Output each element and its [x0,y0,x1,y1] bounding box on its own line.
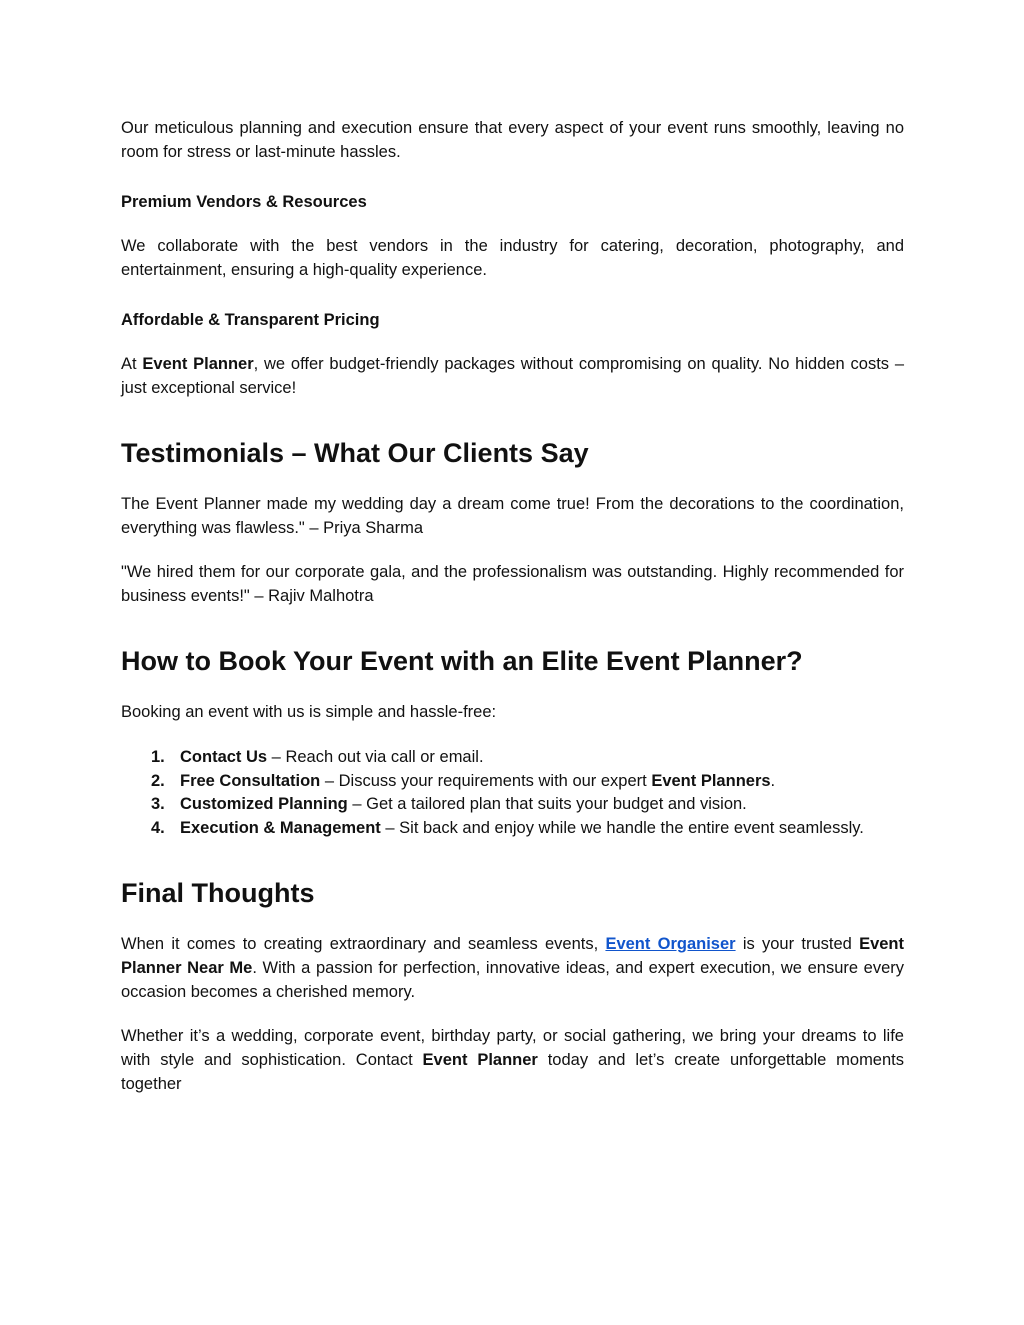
final-p2-a: Whether it’s a wedding, corporate event, birthday party, or social gathering, we bring your dreams to life with style and sophistication. Contact [121,1027,904,1069]
step-title: Execution & Management [180,818,381,837]
vendors-paragraph: We collaborate with the best vendors in the industry for catering, decoration, photography, and entertainment, ensuring a high-quality experience. [121,237,904,279]
step-title: Contact Us [180,748,268,766]
final-p1-bold: Event Planner Near Me [121,935,904,977]
booking-steps-list [121,746,904,840]
vendors-heading: Premium Vendors & Resources [121,193,367,211]
booking-step [121,770,904,794]
pricing-heading: Affordable & Transparent Pricing [121,311,380,329]
booking-intro: Booking an event with us is simple and hassle-free: [121,703,497,721]
step-text: – Discuss your requirements with our expert [320,771,652,790]
event-organiser-link[interactable]: Event Organiser [605,935,736,953]
final-paragraph-1 [121,932,904,1004]
step-number: 3. [151,795,165,813]
step-tail: . [770,771,776,790]
final-heading: Final Thoughts [121,878,315,908]
testimonial-quote-1: The Event Planner made my wedding day a dream come true! From the decorations to the coordination, everything was flawless." – Priya Sharma [121,495,904,537]
step-text: – Get a tailored plan that suits your budget and vision. [347,795,747,813]
pricing-prefix: At [121,355,143,373]
final-p2-bold: Event Planner [422,1051,538,1069]
pricing-brand: Event Planner [142,355,254,373]
step-text: – Reach out via call or email. [267,748,484,766]
pricing-suffix: , we offer budget-friendly packages without compromising on quality. No hidden costs – just exceptional service! [121,355,904,397]
final-paragraph-2 [121,1024,904,1096]
final-p1-b: is your trusted [735,935,860,953]
final-p2-b: today and let’s create unforgettable moments together [121,1051,904,1093]
step-number: 4. [151,818,165,837]
document-page [121,116,904,1096]
step-number: 2. [151,771,165,790]
testimonials-heading: Testimonials – What Our Clients Say [121,438,589,468]
step-title: Free Consultation [180,771,321,790]
booking-step [121,746,904,770]
step-extra-bold: Event Planners [651,771,771,790]
step-text: – Sit back and enjoy while we handle the entire event seamlessly. [380,818,864,837]
final-p1-c: . With a passion for perfection, innovative ideas, and expert execution, we ensure every occasion becomes a cherished memory. [121,959,904,1001]
booking-step [121,793,904,817]
final-p1-a: When it comes to creating extraordinary and seamless events, [121,935,606,953]
booking-step [121,817,904,841]
booking-heading: How to Book Your Event with an Elite Event Planner? [121,646,803,676]
step-number: 1. [151,748,165,766]
step-title: Customized Planning [180,795,348,813]
intro-paragraph: Our meticulous planning and execution ensure that every aspect of your event runs smoothly, leaving no room for stress or last-minute hassles. [121,119,904,161]
pricing-paragraph [121,352,904,400]
testimonial-quote-2: "We hired them for our corporate gala, and the professionalism was outstanding. Highly recommended for business events!" – Rajiv Malhotra [121,563,904,605]
